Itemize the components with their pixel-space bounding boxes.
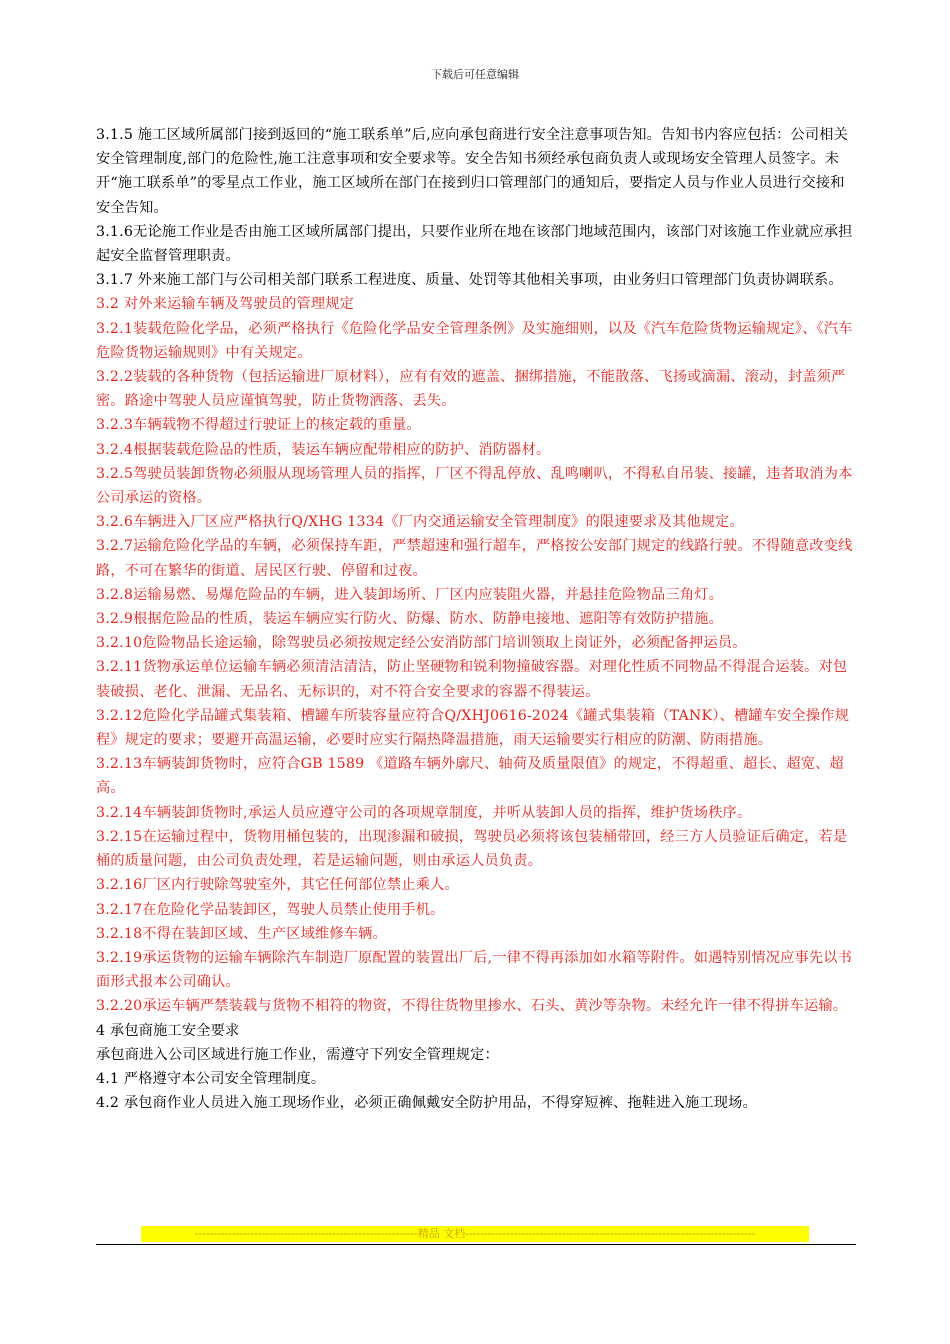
paragraph: 3.2.20承运车辆严禁装载与货物不相符的物资，不得往货物里掺水、石头、黄沙等杂物。未经允许一律不得拼车运输。 — [96, 998, 848, 1015]
paragraph: 4.2 承包商作业人员进入施工现场作业，必须正确佩戴安全防护用品，不得穿短裤、拖鞋进入施工现场。 — [96, 1095, 757, 1112]
paragraph: 3.2.3车辆载物不得超过行驶证上的核定载的重量。 — [96, 417, 421, 434]
paragraph: 3.1.5 施工区域所属部门接到返回的“施工联系单”后,应向承包商进行安全注意事项告知。告知书内容应包括：公司相关安全管理制度,部门的危险性,施工注意事项和安全要求等。安全告知书须经承包商负责人或现场安全管理人员签字。未开“施工联系单”的零星点工作业，施工区域所在部门在接到归口管理部门的通知后，要指定人员与作业人员进行交接和安全告知。 — [96, 127, 849, 216]
paragraph: 3.2.2装载的各种货物（包括运输进厂原材料），应有有效的遮盖、捆绑措施，不能散落、飞扬或滴漏、滚动，封盖须严密。路途中驾驶人员应谨慎驾驶，防止货物洒落、丢失。 — [96, 369, 846, 410]
paragraph: 4.1 严格遵守本公司安全管理制度。 — [96, 1070, 326, 1087]
paragraph: 3.2.4根据装载危险品的性质，装运车辆应配带相应的防护、消防器材。 — [96, 441, 551, 458]
footer-banner: ------------------------------------------------------------精品 文档------------------------------------------------------------------------------ — [141, 1226, 809, 1242]
footer-divider — [96, 1244, 856, 1245]
paragraph: 3.2.5驾驶员装卸货物必须服从现场管理人员的指挥，厂区不得乱停放、乱鸣喇叭，不得私自吊装、接罐，违者取消为本公司承运的资格。 — [96, 465, 853, 507]
paragraph: 3.2.6车辆进入厂区应严格执行Q/XHG 1334《厂内交通运输安全管理制度》的限速要求及其他规定。 — [96, 514, 744, 531]
paragraph: 3.1.6无论施工作业是否由施工区域所属部门提出，只要作业所在地在该部门地域范围内，该部门对该施工作业就应承担起安全监督管理职责。 — [96, 223, 853, 265]
paragraph: 3.2.16厂区内行驶除驾驶室外，其它任何部位禁止乘人。 — [96, 877, 459, 894]
paragraph: 3.2.13车辆装卸货物时，应符合GB 1589 《道路车辆外廓尺、轴荷及质量限值》的规定，不得超重、超长、超宽、超高。 — [96, 756, 844, 797]
paragraph: 3.2.12危险化学品罐式集装箱、槽罐车所装容量应符合Q/XHJ0616-2024《罐式集装箱（TANK）、槽罐车安全操作规程》规定的要求；要避开高温运输，必要时应实行隔热降温措施，雨天运输要实行相应的防潮、防雨措施。 — [96, 707, 850, 749]
paragraph: 3.2.19承运货物的运输车辆除汽车制造厂原配置的装置出厂后,一律不得再添加如水箱等附件。如遇特别情况应事先以书面形式报本公司确认。 — [96, 949, 853, 991]
paragraph: 4 承包商施工安全要求 — [96, 1022, 240, 1039]
paragraph: 3.2.18不得在装卸区域、生产区域维修车辆。 — [96, 925, 387, 942]
paragraph: 3.2.8运输易燃、易爆危险品的车辆，进入装卸场所、厂区内应装阻火器，并悬挂危险物品三角灯。 — [96, 586, 723, 603]
paragraph: 3.2.9根据危险品的性质，装运车辆应实行防火、防爆、防水、防静电接地、遮阳等有效防护措施。 — [96, 611, 723, 628]
paragraph: 3.2.1装载危险化学品，必须严格执行《危险化学品安全管理条例》及实施细则，以及《汽车危险货物运输规定》、《汽车危险货物运输规则》中有关规定。 — [96, 320, 853, 361]
paragraph: 3.1.7 外来施工部门与公司相关部门联系工程进度、质量、处罚等其他相关事项，由业务归口管理部门负责协调联系。 — [96, 272, 843, 289]
page-header: 下载后可任意编辑 — [431, 68, 519, 81]
paragraph: 3.2 对外来运输车辆及驾驶员的管理规定 — [96, 296, 355, 313]
paragraph: 3.2.14车辆装卸货物时,承运人员应遵守公司的各项规章制度，并听从装卸人员的指挥，维护货场秩序。 — [96, 804, 752, 821]
document-body — [96, 123, 856, 1115]
paragraph: 3.2.15在运输过程中，货物用桶包装的，出现渗漏和破损，驾驶员必须将该包装桶带回，经三方人员验证后确定，若是桶的质量问题，由公司负责处理，若是运输问题，则由承运人员负责。 — [96, 828, 848, 870]
paragraph: 承包商进入公司区域进行施工作业，需遵守下列安全管理规定： — [96, 1046, 499, 1063]
paragraph: 3.2.17在危险化学品装卸区，驾驶人员禁止使用手机。 — [96, 901, 445, 918]
paragraph: 3.2.11货物承运单位运输车辆必须清洁清洁，防止坚硬物和锐利物撞破容器。对理化性质不同物品不得混合运装。对包装破损、老化、泄漏、无品名、无标识的，对不符合安全要求的容器不得装运。 — [96, 659, 848, 700]
paragraph: 3.2.10危险物品长途运输，除驾驶员必须按规定经公安消防部门培训领取上岗证外，必须配备押运员。 — [96, 635, 747, 652]
paragraph: 3.2.7运输危险化学品的车辆，必须保持车距，严禁超速和强行超车，严格按公安部门规定的线路行驶。不得随意改变线路，不可在繁华的街道、居民区行驶、停留和过夜。 — [96, 538, 853, 579]
